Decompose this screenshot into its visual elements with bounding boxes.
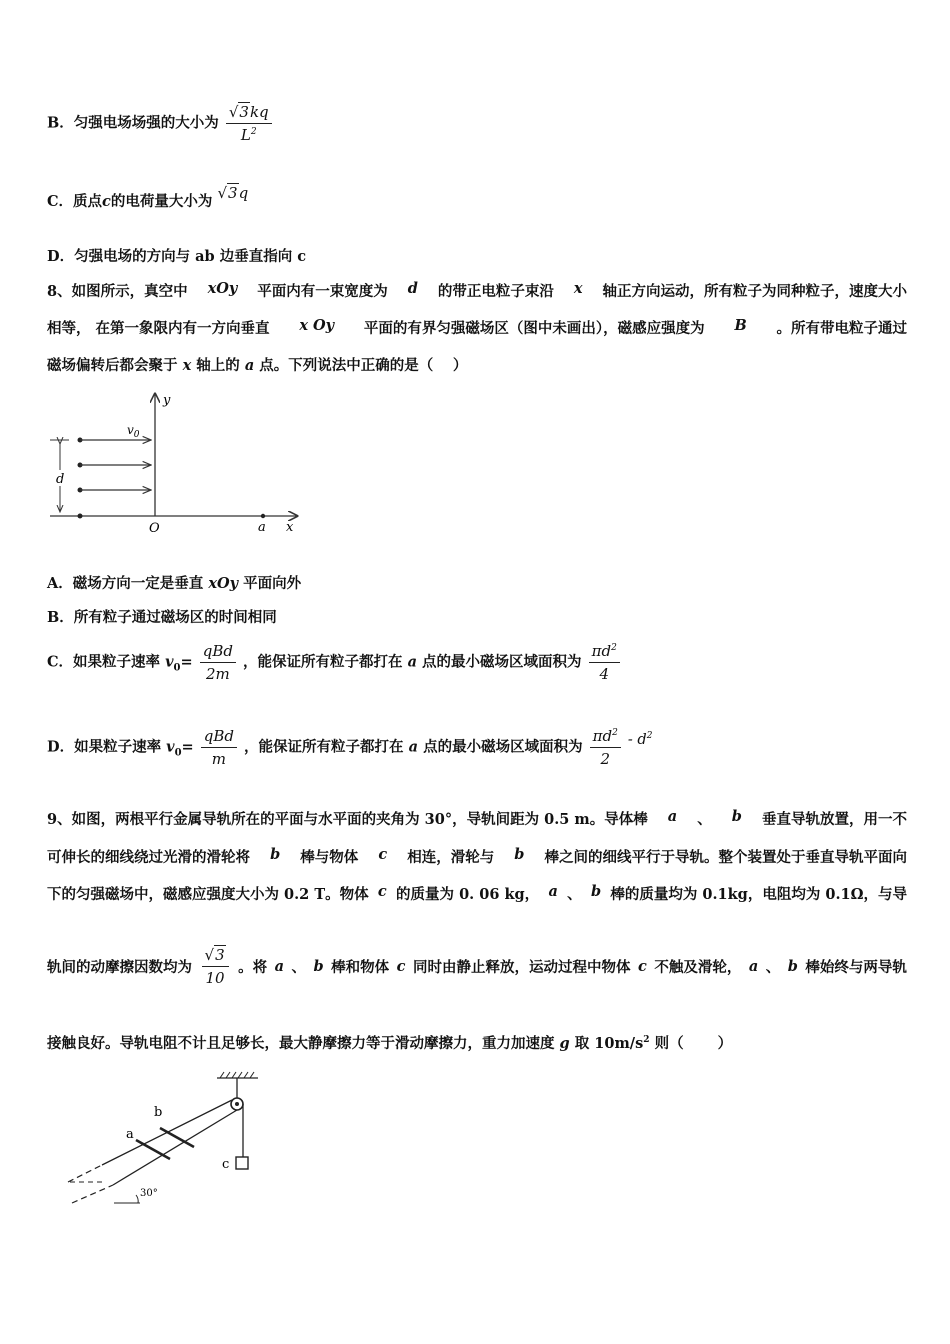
q7-option-b: B．匀强电场场强的大小为 $\frac{√3kq}{L^2}$ bbox=[47, 103, 907, 144]
speed-fraction: $\frac{\text{qBd}}{m}$ bbox=[201, 727, 237, 768]
q8-stem-line2: 相等， 在第一象限内有一方向垂直 x Oy 平面的有界匀强磁场区（图中未画出），磁感应强度为 B 。所有带电粒子通过 bbox=[47, 317, 907, 337]
area-fraction: $\frac{\pi d^2}{2}$ bbox=[590, 727, 621, 768]
block-c bbox=[236, 1157, 248, 1169]
point-a-label: a bbox=[258, 520, 266, 535]
q9-stem-line1: 9、如图，两根平行金属导轨所在的平面与水平面的夹角为 30°，导轨间距为 0.5 m。导体棒 a 、 b 垂直导轨放置，用一不 bbox=[47, 808, 907, 828]
beam-width-label: d bbox=[56, 472, 65, 487]
speed-fraction: $\frac{\text{qBd}}{2m}$ bbox=[200, 642, 236, 683]
q8-figure bbox=[45, 388, 305, 538]
q9-figure bbox=[60, 1070, 280, 1205]
incline-angle-label: 30° bbox=[140, 1188, 158, 1199]
q9-stem-line5: 接触良好。导轨电阻不计且足够长，最大静摩擦力等于滑动摩擦力，重力加速度 g 取 $10m/s^2$ 则（ ） bbox=[47, 1035, 733, 1052]
q8-option-d: D．如果粒子速率 $v_0=$ $\frac{\text{qBd}}{m}$ ，能保证所有粒子都打在 a 点的最小磁场区域面积为 $\frac{\pi d^2}{2}$ - $d^2$ bbox=[47, 727, 653, 768]
q8-option-b: B．所有粒子通过磁场区的时间相同 bbox=[47, 609, 277, 626]
q8-option-a: A．磁场方向一定是垂直 xOy 平面向外 bbox=[47, 575, 302, 592]
origin-label: O bbox=[149, 521, 160, 536]
q8-option-c: C．如果粒子速率 $v_0=$ $\frac{\text{qBd}}{2m}$ ，能保证所有粒子都打在 a 点的最小磁场区域面积为 $\frac{\pi d^2}{4}$ bbox=[47, 642, 907, 683]
rail-lower bbox=[113, 1110, 237, 1185]
field-strength-fraction: $\frac{√3kq}{L^2}$ bbox=[226, 103, 272, 144]
charge-magnitude: √3q bbox=[217, 184, 249, 202]
point-a-dot bbox=[261, 514, 265, 518]
q9-stem-line3: 下的匀强磁场中，磁感应强度大小为 0.2 T。物体 c 的质量为 0. 06 kg， a 、 b 棒的质量均为 0.1kg，电阻均为 0.1Ω，与导 bbox=[47, 883, 907, 903]
rod-a bbox=[136, 1140, 170, 1159]
friction-coefficient: $\frac{√3}{10}$ bbox=[202, 946, 229, 987]
x-axis-label: x bbox=[286, 520, 294, 535]
q9-stem-line2: 可伸长的细线绕过光滑的滑轮将 b 棒与物体 c 相连，滑轮与 b 棒之间的细线平行于导轨。整个装置处于垂直导轨平面向 bbox=[47, 846, 907, 866]
q8-stem-line1: 8、如图所示，真空中 xOy 平面内有一束宽度为 d 的带正电粒子束沿 x 轴正方向运动，所有粒子为同种粒子，速度大小 bbox=[47, 280, 907, 300]
q7-option-d: D．匀强电场的方向与 ab 边垂直指向 c bbox=[47, 248, 307, 265]
area-fraction: $\frac{\pi d^2}{4}$ bbox=[589, 642, 620, 683]
velocity-label: $v_0$ bbox=[127, 423, 140, 440]
rod-b bbox=[160, 1128, 194, 1147]
rod-b-label: b bbox=[154, 1105, 163, 1120]
q9-stem-line4: 轨间的动摩擦因数均为 $\frac{√3}{10}$ 。将 a 、 b 棒和物体 c 同时由静止释放，运动过程中物体 c 不触及滑轮， a 、 b 棒始终与两导轨 bbox=[47, 946, 907, 987]
rod-a-label: a bbox=[126, 1127, 134, 1142]
q7-option-c: C．质点c的电荷量大小为 √3q bbox=[47, 184, 249, 210]
block-c-label: c bbox=[222, 1157, 230, 1172]
q8-stem-line3: 磁场偏转后都会聚于 x 轴上的 a 点。下列说法中正确的是（ ） bbox=[47, 357, 468, 374]
y-axis-label: y bbox=[163, 393, 171, 408]
